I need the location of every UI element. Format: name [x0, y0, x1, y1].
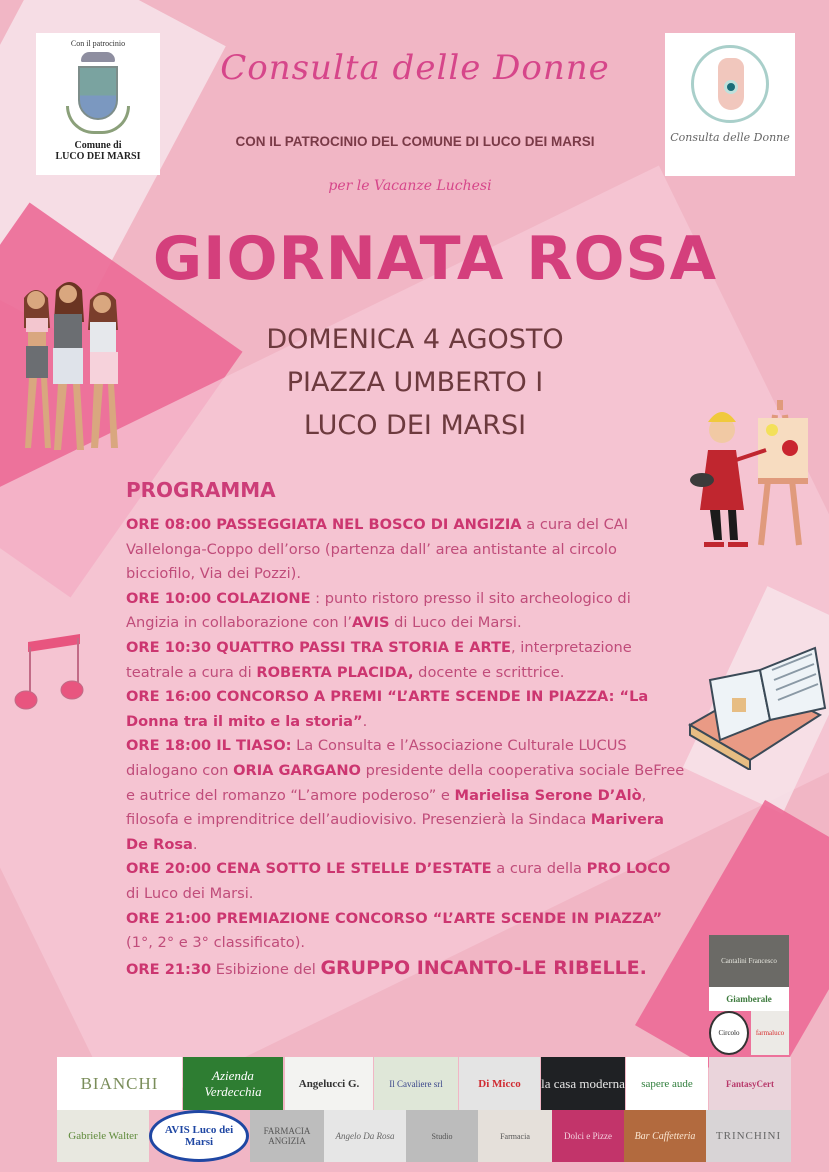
consulta-emblem-icon	[691, 45, 769, 123]
sponsor-logo: Giamberale	[709, 987, 789, 1011]
logo-caption-top: Con il patrocinio	[70, 39, 126, 48]
event-title: GIORNATA ROSA	[152, 224, 718, 294]
sponsor-logo: Di Micco	[459, 1057, 540, 1110]
sponsor-logo: Farmacia	[478, 1110, 552, 1162]
three-women-illustration-icon	[10, 278, 125, 453]
event-info	[200, 318, 630, 447]
sponsor-logo: Studio	[406, 1110, 478, 1162]
program-item: ORE 08:00 PASSEGGIATA NEL BOSCO DI ANGIZIA a cura del CAI Vallelonga-Coppo dell’orso (partenza dall’ area antistante al circolo bicciofilo, Via dei Pozzi).	[126, 516, 629, 583]
crown-icon	[81, 52, 115, 62]
sponsor-logo: FantasyCert	[709, 1057, 791, 1110]
program-title: PROGRAMMA	[126, 478, 276, 502]
organization-title: Consulta delle Donne	[220, 48, 610, 88]
sponsor-logo: BIANCHI	[57, 1057, 182, 1110]
program-item: ORE 16:00 CONCORSO A PREMI “L’ARTE SCENDE IN PIAZZA: “La Donna tra il mito e la storia”.	[126, 688, 649, 730]
sponsor-logo: Dolci e Pizze	[552, 1110, 624, 1162]
consulta-logo-caption: Consulta delle Donne	[670, 131, 790, 144]
sponsor-logo: sapere aude	[626, 1057, 708, 1110]
sponsor-logo: Gabriele Walter	[57, 1110, 149, 1162]
logo-caption-line2: LUCO DEI MARSI	[55, 151, 141, 162]
program-item: ORE 21:00 PREMIAZIONE CONCORSO “L’ARTE SCENDE IN PIAZZA” (1°, 2° e 3° classificato).	[126, 909, 663, 952]
sponsor-logo: AVIS Luco dei Marsi	[149, 1110, 249, 1162]
program-item: ORE 20:00 CENA SOTTO LE STELLE D’ESTATE a cura della PRO LOCO di Luco dei Marsi.	[126, 860, 671, 902]
sponsor-logo: TRINCHINI	[706, 1110, 791, 1162]
patronage-line: CON IL PATROCINIO DEL COMUNE DI LUCO DEI MARSI	[235, 134, 595, 149]
program-list	[126, 513, 686, 982]
sponsor-logo: farmaluco	[751, 1011, 789, 1055]
event-date: DOMENICA 4 AGOSTO	[266, 324, 564, 355]
sponsor-logo: la casa moderna	[541, 1057, 625, 1110]
program-item: ORE 10:30 QUATTRO PASSI TRA STORIA E ARTE, interpretazione teatrale a cura di ROBERTA PLACIDA, docente e scrittrice.	[126, 638, 632, 681]
event-place: PIAZZA UMBERTO I	[286, 367, 544, 398]
sponsor-logo: Il Cavaliere srl	[374, 1057, 458, 1110]
books-illustration-icon	[680, 640, 829, 770]
sponsor-logo: Bar Caffetteria	[624, 1110, 706, 1162]
sponsor-logo: Circolo	[709, 1011, 749, 1055]
sponsor-logo: Angelucci G.	[285, 1057, 373, 1110]
logo-caption-line1: Comune di	[74, 140, 122, 151]
event-town: LUCO DEI MARSI	[303, 410, 527, 441]
program-item: ORE 21:30 Esibizione del GRUPPO INCANTO-LE RIBELLE.	[126, 956, 647, 979]
sponsor-logo: Azienda Verdecchia	[183, 1057, 283, 1110]
sponsor-logo: Angelo Da Rosa	[324, 1110, 406, 1162]
program-item: ORE 10:00 COLAZIONE : punto ristoro presso il sito archeologico di Angizia in collaborazione con l’AVIS di Luco dei Marsi.	[126, 589, 631, 632]
consulta-logo	[665, 33, 795, 176]
sponsor-logo: FARMACIA ANGIZIA	[250, 1110, 324, 1162]
sponsor-strip	[0, 1052, 829, 1172]
coat-of-arms-icon	[78, 66, 118, 120]
sponsor-logo: Cantalini Francesco	[709, 935, 789, 987]
comune-logo	[36, 33, 160, 175]
program-item: ORE 18:00 IL TIASO: La Consulta e l’Associazione Culturale LUCUS dialogano con ORIA GARGANO presidente della cooperativa sociale BeFree e autrice del romanzo “L’amore poderoso” e Marielisa Serone D’Alò, filosofa e imprenditrice dell’audiovisivo. Presenzierà la Sindaca Marivera De Rosa.	[126, 737, 685, 853]
painter-illustration-icon	[680, 400, 815, 550]
music-note-icon	[10, 622, 90, 712]
subtitle-script: per le Vacanze Luchesi	[328, 178, 492, 194]
